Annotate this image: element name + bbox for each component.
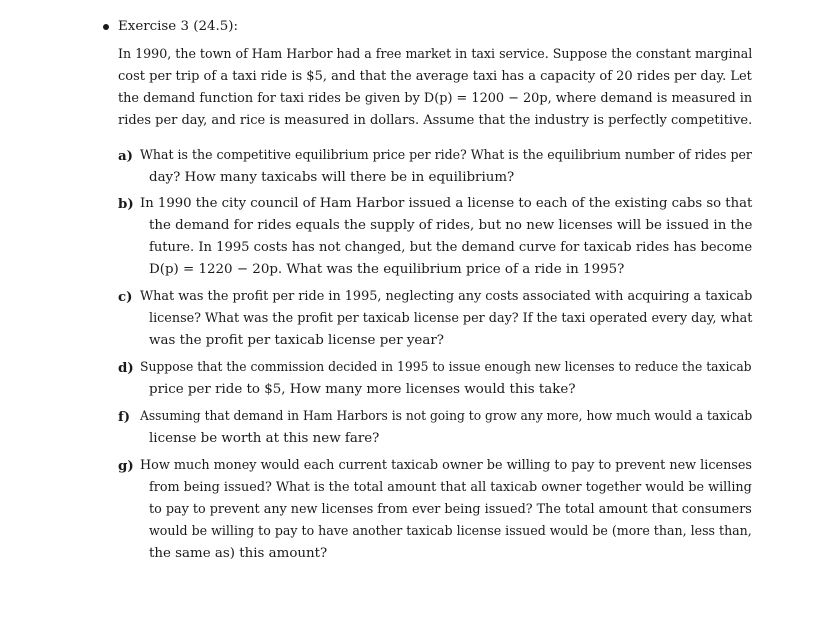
question-b-line: the demand for rides equals the supply of rides, but no new licenses will be issued in the [149, 218, 753, 233]
intro-line: cost per trip of a taxi ride is $5, and that the average taxi has a capacity of 20 rides per day. Let [118, 69, 752, 84]
question-b-line: future. In 1995 costs has not changed, but the demand curve for taxicab rides has become [149, 240, 753, 255]
question-g-line: to pay to prevent any new licenses from ever being issued? The total amount that consumers [149, 502, 752, 517]
question-a-line: What is the competitive equilibrium price per ride? What is the equilibrium number of rides per [140, 148, 752, 163]
exercise-title: Exercise 3 (24.5): [118, 19, 239, 34]
question-c-line: What was the profit per ride in 1995, neglecting any costs associated with acquiring a taxicab [140, 289, 753, 304]
question-b-line: In 1990 the city council of Ham Harbor issued a license to each of the existing cabs so that [140, 196, 753, 211]
question-d-line: Suppose that the commission decided in 1995 to issue enough new licenses to reduce the taxicab [140, 360, 752, 375]
question-g-line: the same as) this amount? [149, 546, 328, 561]
question-label-a: a) [118, 148, 134, 164]
question-f-line: license be worth at this new fare? [149, 431, 380, 446]
question-label-c: c) [118, 289, 133, 305]
question-b-line: D(p) = 1220 − 20p. What was the equilibrium price of a ride in 1995? [149, 262, 625, 277]
question-g-line: would be willing to pay to have another taxicab license issued would be (more than, less than, [149, 524, 752, 539]
question-c-line: license? What was the profit per taxicab license per day? If the taxi operated every day, what [149, 311, 753, 326]
question-a-line: day? How many taxicabs will there be in equilibrium? [149, 170, 515, 185]
question-g-line: from being issued? What is the total amount that all taxicab owner together would be willing [149, 480, 752, 495]
question-label-b: b) [118, 196, 134, 212]
question-label-g: g) [118, 458, 134, 474]
intro-line: the demand function for taxi rides be given by D(p) = 1200 − 20p, where demand is measured in [118, 91, 753, 106]
question-label-f: f) [118, 409, 131, 425]
question-label-d: d) [118, 360, 134, 376]
question-f-line: Assuming that demand in Ham Harbors is not going to grow any more, how much would a taxicab [140, 409, 753, 424]
question-c-line: was the profit per taxicab license per year? [149, 333, 444, 348]
question-d-line: price per ride to $5, How many more licenses would this take? [149, 382, 576, 397]
intro-line: rides per day, and rice is measured in dollars. Assume that the industry is perfectly competitive. [118, 113, 753, 128]
intro-line: In 1990, the town of Ham Harbor had a free market in taxi service. Suppose the constant marginal [118, 47, 753, 62]
question-g-line: How much money would each current taxicab owner be willing to pay to prevent new licenses [140, 458, 752, 473]
bullet-icon [103, 24, 109, 30]
